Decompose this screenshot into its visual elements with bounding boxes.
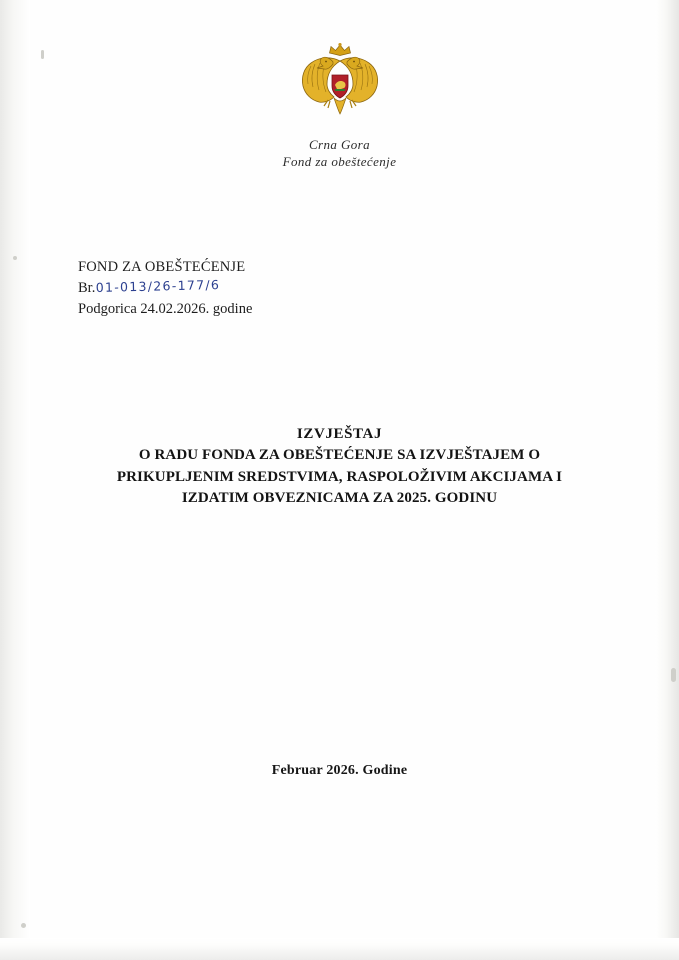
- title-line-1: O RADU FONDA ZA OBEŠTEĆENJE SA IZVJEŠTAJEM O: [138, 447, 541, 463]
- place-and-date: Podgorica 24.02.2026. godine: [78, 301, 253, 317]
- reference-label: Br.: [78, 280, 96, 296]
- scan-artifact: [671, 668, 676, 682]
- reference-number-handwritten: 01-013/26-177/6: [95, 276, 221, 296]
- coat-of-arms-container: [0, 42, 679, 121]
- montenegro-coat-of-arms-icon: [297, 42, 383, 116]
- footer-date: Februar 2026. Godine: [271, 763, 408, 778]
- document-title-block: [0, 424, 679, 510]
- organization-name: FOND ZA OBEŠTEĆENJE: [78, 259, 246, 275]
- institution-name-italic: Fond za obeštećenje: [282, 154, 397, 169]
- scan-artifact: [21, 923, 26, 928]
- emblem-caption: [0, 136, 679, 170]
- country-name: Crna Gora: [308, 137, 371, 152]
- scan-artifact: [13, 256, 17, 260]
- letterhead-block: [78, 258, 252, 319]
- page-title: IZVJEŠTAJ: [296, 426, 383, 442]
- reference-row: [78, 278, 252, 298]
- title-line-2: PRIKUPLJENIM SREDSTVIMA, RASPOLOŽIVIM AKCIJAMA I: [116, 468, 563, 485]
- title-line-3: IZDATIM OBVEZNICAMA ZA 2025. GODINU: [181, 490, 498, 506]
- scan-shadow-bottom: [0, 938, 679, 960]
